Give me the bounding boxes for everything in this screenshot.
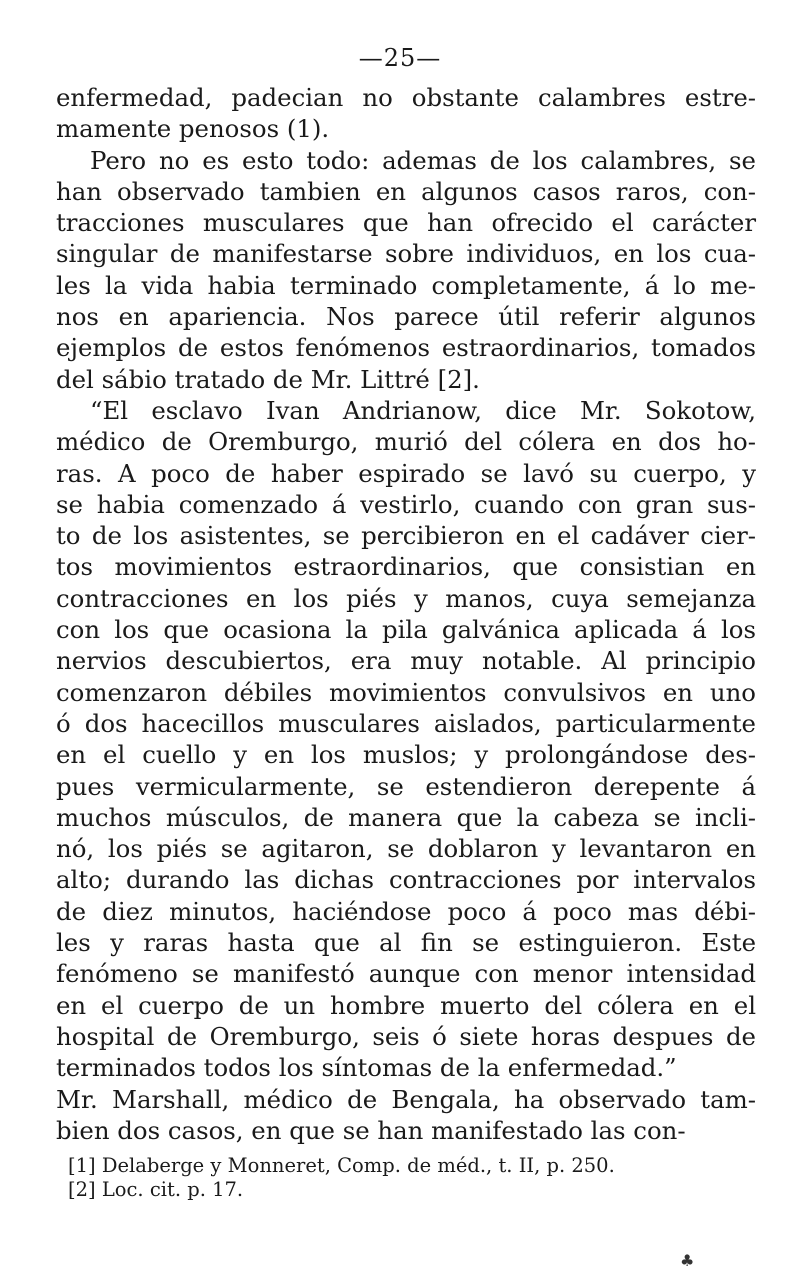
text-line: enfermedad, padecian no obstante calambres estre-: [56, 83, 756, 112]
text-line: pues vermicularmente, se estendieron derepente á: [56, 771, 756, 801]
text-line: Pero no es esto todo: ademas de los calambres, se: [90, 145, 756, 175]
text-line: nos en apariencia. Nos parece útil referir algunos: [56, 302, 756, 332]
text-line: en el cuerpo de un hombre muerto del cólera en el: [56, 990, 756, 1020]
text-line: de diez minutos, haciéndose poco á poco mas débi-: [56, 896, 756, 926]
printer-mark: ♣: [680, 1251, 695, 1270]
text-line: muchos músculos, de manera que la cabeza se incli-: [56, 802, 756, 832]
page-number: —25—: [358, 44, 442, 72]
text-line: tos movimientos estraordinarios, que consistian en: [56, 552, 756, 582]
text-line: ejemplos de estos fenómenos estraordinarios, tomados: [56, 333, 756, 363]
text-line: singular de manifestarse sobre individuos, en los cua-: [56, 239, 756, 269]
text-line: hospital de Oremburgo, seis ó siete horas despues de: [56, 1021, 756, 1051]
text-line: tracciones musculares que han ofrecido el carácter: [56, 208, 756, 238]
text-line: nó, los piés se agitaron, se doblaron y levantaron en: [56, 834, 756, 864]
text-line: nervios descubiertos, era muy notable. Al principio: [56, 646, 756, 676]
text-line: les y raras hasta que al fin se estinguieron. Este: [56, 928, 756, 958]
text-line: bien dos casos, en que se han manifestado las con-: [56, 1115, 686, 1145]
body-text: [56, 82, 756, 1146]
text-line: alto; durando las dichas contracciones por intervalos: [56, 865, 756, 895]
text-line: en el cuello y en los muslos; y prolongándose des-: [56, 740, 756, 770]
text-line: les la vida habia terminado completamente, á lo me-: [56, 270, 756, 300]
text-line: médico de Oremburgo, murió del cólera en dos ho-: [56, 427, 756, 457]
text-line: ó dos hacecillos musculares aislados, particularmente: [56, 708, 756, 738]
text-line: fenómeno se manifestó aunque con menor intensidad: [56, 959, 756, 989]
text-line: con los que ocasiona la pila galvánica aplicada á los: [56, 615, 756, 645]
text-line: se habia comenzado á vestirlo, cuando con gran sus-: [56, 489, 756, 519]
text-line: del sábio tratado de Mr. Littré [2].: [56, 364, 480, 394]
text-line: comenzaron débiles movimientos convulsivos en uno: [56, 677, 756, 707]
footnotes: [68, 1154, 748, 1202]
text-line: contracciones en los piés y manos, cuya semejanza: [56, 583, 756, 613]
text-line: Mr. Marshall, médico de Bengala, ha observado tam-: [56, 1084, 756, 1114]
text-line: “El esclavo Ivan Andrianow, dice Mr. Sokotow,: [90, 395, 756, 425]
footnote: [2] Loc. cit. p. 17.: [68, 1178, 244, 1201]
text-line: to de los asistentes, se percibieron en el cadáver cier-: [56, 521, 756, 551]
text-line: ras. A poco de haber espirado se lavó su cuerpo, y: [56, 458, 756, 488]
text-line: han observado tambien en algunos casos raros, con-: [56, 176, 756, 206]
text-line: mamente penosos (1).: [56, 114, 330, 144]
footnote: [1] Delaberge y Monneret, Comp. de méd., t. II, p. 250.: [68, 1154, 615, 1177]
text-line: terminados todos los síntomas de la enfermedad.”: [56, 1053, 677, 1083]
